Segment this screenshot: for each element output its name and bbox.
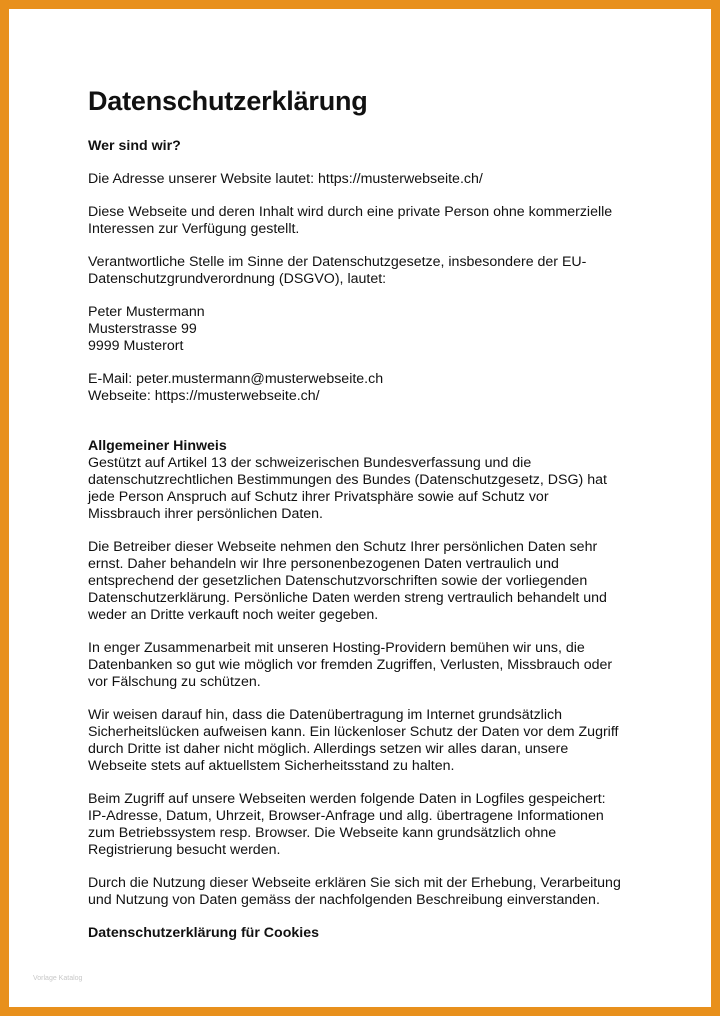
paragraph-consent: Durch die Nutzung dieser Webseite erklären Sie sich mit der Erhebung, Verarbeitung und Nutzung von Daten gemäss der nachfolgenden Beschreibung einverstanden.	[88, 875, 621, 908]
paragraph-logfiles: Beim Zugriff auf unsere Webseiten werden folgende Daten in Logfiles gespeichert: IP-Adresse, Datum, Uhrzeit, Browser-Anfrage und allg. übertragene Informationen zum Betriebssystem resp. Browser. Die Webseite kann grundsätzlich ohne Registrierung besucht werden.	[88, 791, 606, 858]
spacer	[88, 775, 648, 791]
spacer	[88, 355, 648, 371]
document-page	[9, 9, 711, 1007]
spacer	[88, 238, 648, 254]
spacer	[88, 188, 648, 204]
paragraph-hosting: In enger Zusammenarbeit mit unseren Hosting-Providern bemühen wir uns, die Datenbanken so gut wie möglich vor fremden Zugriffen, Verlusten, Missbrauch oder vor Fälschung zu schützen.	[88, 640, 613, 690]
paragraph-general-notice: Gestützt auf Artikel 13 der schweizerischen Bundesverfassung und die datenschutzrechtlichen Bestimmungen des Bundes (Datenschutzgesetz, DSG) hat jede Person Anspruch auf Schutz ihrer Privatsphäre sowie auf Schutz vor Missbrauch ihrer persönlichen Daten.	[88, 455, 607, 522]
spacer	[88, 523, 648, 539]
watermark: Vorlage Katalog	[33, 975, 83, 982]
spacer	[88, 859, 648, 875]
paragraph-private-person: Diese Webseite und deren Inhalt wird durch eine private Person ohne kommerzielle Interessen zur Verfügung gestellt.	[88, 204, 613, 237]
heading-who-are-we: Wer sind wir?	[88, 138, 181, 154]
heading-general-notice: Allgemeiner Hinweis	[88, 438, 227, 454]
document-body	[88, 85, 648, 942]
contact-online: E-Mail: peter.mustermann@musterwebseite.ch Webseite: https://musterwebseite.ch/	[88, 371, 384, 404]
spacer	[88, 155, 648, 171]
contact-address: Peter Mustermann Musterstrasse 99 9999 Musterort	[88, 304, 205, 354]
paragraph-operators: Die Betreiber dieser Webseite nehmen den Schutz Ihrer persönlichen Daten sehr ernst. Daher behandeln wir Ihre personenbezogenen Daten vertraulich und entsprechend der gesetzlichen Datenschutzvorschriften sowie der vorliegenden Datenschutzerklärung. Persönliche Daten werden streng vertraulich behandelt und weder an Dritte verkauft noch weiter gegeben.	[88, 539, 607, 623]
paragraph-security: Wir weisen darauf hin, dass die Datenübertragung im Internet grundsätzlich Sicherheitslücken aufweisen kann. Ein lückenloser Schutz der Daten vor dem Zugriff durch Dritte ist daher nicht möglich. Allerdings setzen wir alles daran, unsere Webseite stets auf aktuellstem Sicherheitsstand zu halten.	[88, 707, 619, 774]
spacer	[88, 288, 648, 304]
spacer	[88, 691, 648, 707]
spacer	[88, 909, 648, 925]
document-title: Datenschutzerklärung	[88, 86, 368, 116]
paragraph-address: Die Adresse unserer Website lautet: https://musterwebseite.ch/	[88, 171, 483, 187]
paragraph-responsible-party: Verantwortliche Stelle im Sinne der Datenschutzgesetze, insbesondere der EU- Datenschutzgrundverordnung (DSGVO), lautet:	[88, 254, 587, 287]
spacer	[88, 624, 648, 640]
spacer	[88, 405, 648, 438]
heading-cookies: Datenschutzerklärung für Cookies	[88, 925, 319, 941]
